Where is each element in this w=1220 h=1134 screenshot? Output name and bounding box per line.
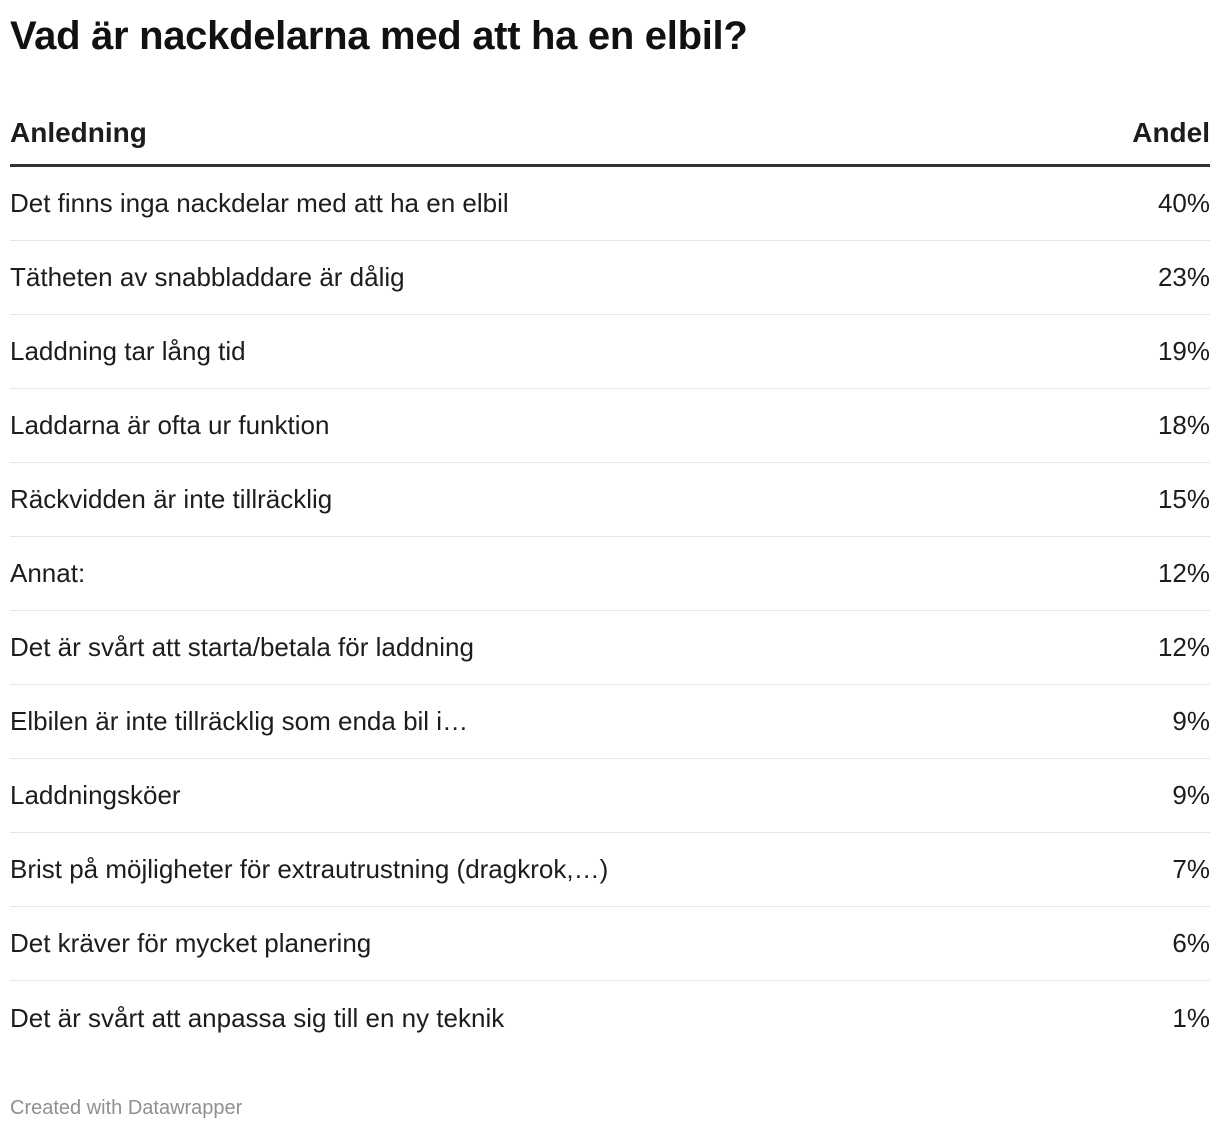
row-label: Laddarna är ofta ur funktion	[10, 410, 330, 440]
row-value: 6%	[1172, 928, 1210, 958]
row-value: 1%	[1172, 1002, 1210, 1033]
row-label: Annat:	[10, 558, 86, 588]
row-label: Det är svårt att starta/betala för laddning	[10, 632, 474, 662]
table-header	[10, 100, 1210, 167]
column-header-andel[interactable]: Andel	[1132, 117, 1210, 148]
row-label: Det kräver för mycket planering	[10, 928, 372, 958]
data-table	[10, 100, 1210, 1055]
table-body	[10, 167, 1210, 1055]
row-label: Laddning tar lång tid	[10, 336, 246, 366]
credit-footer: Created with Datawrapper	[10, 1097, 243, 1119]
row-label: Det är svårt att anpassa sig till en ny teknik	[10, 1002, 505, 1033]
row-value: 12%	[1157, 558, 1210, 588]
table-row	[10, 167, 1210, 241]
table-row	[10, 463, 1210, 537]
table-row	[10, 389, 1210, 463]
row-value: 9%	[1172, 780, 1210, 810]
row-label: Räckvidden är inte tillräcklig	[10, 484, 333, 514]
row-label: Brist på möjligheter för extrautrustning (dragkrok,…)	[10, 854, 609, 884]
table-row	[10, 981, 1210, 1055]
table-row	[10, 241, 1210, 315]
chart-title: Vad är nackdelarna med att ha en elbil?	[10, 14, 748, 58]
table-row	[10, 537, 1210, 611]
table-row	[10, 907, 1210, 981]
table-row	[10, 315, 1210, 389]
row-value: 9%	[1172, 706, 1210, 736]
row-label: Tätheten av snabbladdare är dålig	[10, 262, 405, 292]
row-value: 15%	[1157, 484, 1210, 514]
table-row	[10, 833, 1210, 907]
row-value: 7%	[1172, 854, 1210, 884]
row-label: Laddningsköer	[10, 780, 181, 810]
row-value: 23%	[1157, 262, 1210, 292]
row-value: 19%	[1157, 336, 1210, 366]
row-value: 40%	[1157, 188, 1210, 218]
row-label: Det finns inga nackdelar med att ha en elbil	[10, 188, 509, 218]
table-row	[10, 611, 1210, 685]
table-row	[10, 759, 1210, 833]
row-value: 18%	[1157, 410, 1210, 440]
column-header-anledning[interactable]: Anledning	[10, 117, 147, 148]
row-label: Elbilen är inte tillräcklig som enda bil i…	[10, 706, 469, 736]
table-row	[10, 685, 1210, 759]
row-value: 12%	[1157, 632, 1210, 662]
